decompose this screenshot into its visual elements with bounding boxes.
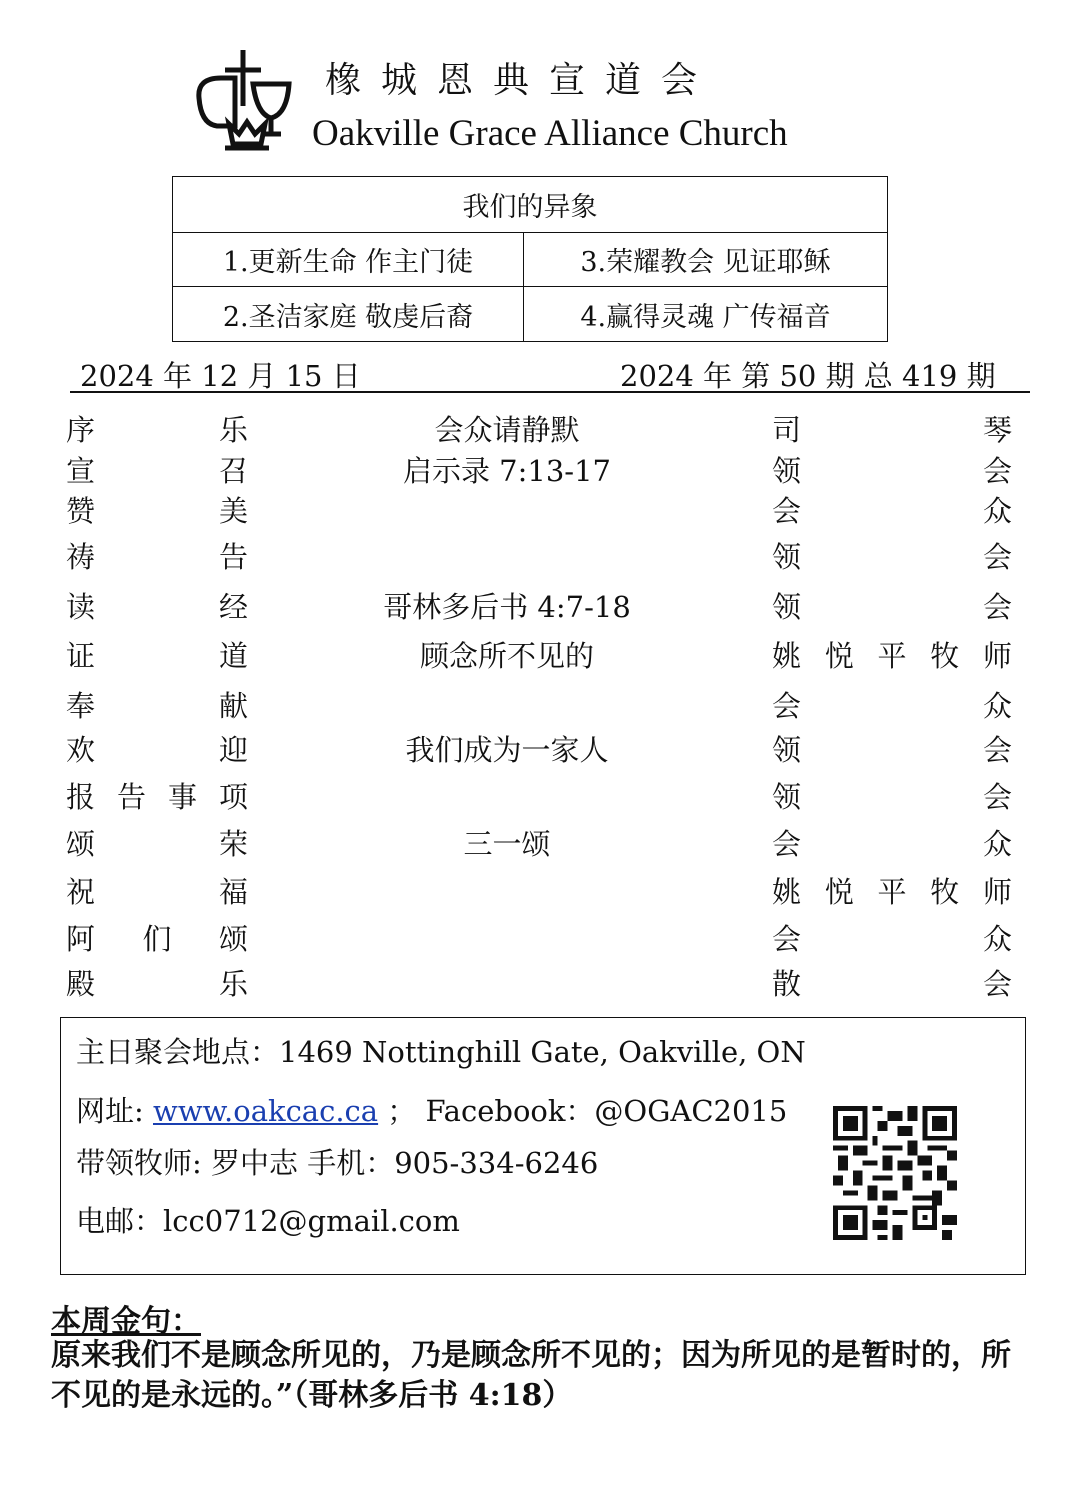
order-item-name-char: 阿 bbox=[66, 922, 96, 956]
order-item-name-char: 乐 bbox=[218, 413, 248, 447]
divider bbox=[70, 391, 1030, 393]
order-item-name-char: 证 bbox=[66, 639, 96, 673]
website-line bbox=[76, 1089, 787, 1130]
order-item-leader bbox=[772, 449, 1012, 490]
bulletin-issue: 2024 年 第 50 期 总 419 期 bbox=[620, 359, 996, 393]
order-item-name bbox=[66, 728, 248, 769]
vision-item-2: 2.圣洁家庭 敬虔后裔 bbox=[173, 287, 524, 341]
order-item-leader bbox=[772, 870, 1012, 911]
order-item-leader-char: 领 bbox=[772, 540, 802, 574]
order-item-name-char: 献 bbox=[218, 689, 248, 723]
order-item-name-char: 福 bbox=[218, 875, 248, 909]
order-item-leader-char: 会 bbox=[982, 780, 1012, 814]
order-item-leader bbox=[772, 728, 1012, 769]
order-item-name-char: 经 bbox=[218, 590, 248, 624]
order-item-name-char: 迎 bbox=[218, 733, 248, 767]
church-logo bbox=[195, 48, 295, 152]
order-item-name-char: 读 bbox=[66, 590, 96, 624]
order-item-leader-char: 众 bbox=[982, 689, 1012, 723]
order-item-leader bbox=[772, 822, 1012, 863]
website-link[interactable]: www.oakcac.ca bbox=[153, 1094, 379, 1128]
order-item-leader-char: 领 bbox=[772, 780, 802, 814]
pastor-contact: 带领牧师: 罗中志 手机：905-334-6246 bbox=[76, 1146, 599, 1180]
order-item-name-char: 道 bbox=[218, 639, 248, 673]
order-item-leader-char: 众 bbox=[982, 494, 1012, 528]
vision-heading: 我们的异象 bbox=[173, 177, 887, 233]
order-item-leader-char: 悦 bbox=[824, 875, 854, 909]
order-item-content: 顾念所不见的 bbox=[419, 639, 594, 673]
order-item-leader-char: 会 bbox=[772, 689, 802, 723]
order-item-name-char: 告 bbox=[218, 540, 248, 574]
order-item-content: 会众请静默 bbox=[434, 413, 580, 447]
order-item-name bbox=[66, 449, 248, 490]
order-item-leader-char: 会 bbox=[772, 827, 802, 861]
order-item-leader-char: 师 bbox=[982, 875, 1012, 909]
order-item-leader-char: 平 bbox=[877, 639, 907, 673]
order-item-name-char: 祷 bbox=[66, 540, 96, 574]
order-item-leader-char: 众 bbox=[982, 922, 1012, 956]
order-item-leader-char: 会 bbox=[772, 922, 802, 956]
facebook-handle: ； Facebook：@OGAC2015 bbox=[378, 1094, 788, 1128]
order-item-leader-char: 师 bbox=[982, 639, 1012, 673]
order-item-leader-char: 会 bbox=[982, 967, 1012, 1001]
order-item-leader-char: 会 bbox=[982, 590, 1012, 624]
order-item-leader bbox=[772, 962, 1012, 1003]
vision-table bbox=[172, 176, 888, 342]
qr-code bbox=[832, 1106, 958, 1240]
order-item-name-char: 报 bbox=[66, 780, 96, 814]
order-item-name bbox=[66, 408, 248, 449]
order-item-leader-char: 琴 bbox=[982, 413, 1012, 447]
order-item-name-char: 美 bbox=[218, 494, 248, 528]
weekly-verse-text: 原来我们不是顾念所见的，乃是顾念所不见的；因为所见的是暂时的，所不见的是永远的。”（哥林多后书 4:18） bbox=[51, 1338, 1011, 1413]
order-item-leader-char: 会 bbox=[772, 494, 802, 528]
website-label: 网址: bbox=[76, 1094, 153, 1128]
order-item-name-char: 项 bbox=[218, 780, 248, 814]
order-item-leader bbox=[772, 684, 1012, 725]
order-item-leader bbox=[772, 489, 1012, 530]
order-item-name bbox=[66, 535, 248, 576]
order-item-leader-char: 司 bbox=[772, 413, 802, 447]
order-item-leader-char: 会 bbox=[982, 454, 1012, 488]
order-item-leader bbox=[772, 634, 1012, 675]
order-item-leader-char: 领 bbox=[772, 454, 802, 488]
order-item-leader-char: 散 bbox=[772, 967, 802, 1001]
order-item-leader bbox=[772, 775, 1012, 816]
order-item-name-char: 事 bbox=[167, 780, 197, 814]
order-item-name bbox=[66, 585, 248, 626]
order-item-name-char: 召 bbox=[218, 454, 248, 488]
order-item-name bbox=[66, 870, 248, 911]
order-item-name bbox=[66, 489, 248, 530]
order-item-leader bbox=[772, 917, 1012, 958]
order-item-content: 三一颂 bbox=[463, 827, 551, 861]
order-item-leader-char: 平 bbox=[877, 875, 907, 909]
church-name-chinese: 橡城恩典宣道会 bbox=[325, 60, 718, 101]
order-item-name-char: 荣 bbox=[218, 827, 248, 861]
meeting-location: 主日聚会地点：1469 Nottinghill Gate, Oakville, ON bbox=[76, 1035, 806, 1069]
order-item-name bbox=[66, 962, 248, 1003]
order-item-name-char: 序 bbox=[66, 413, 96, 447]
bulletin-date: 2024 年 12 月 15 日 bbox=[80, 359, 361, 393]
order-item-name-char: 祝 bbox=[66, 875, 96, 909]
order-item-name-char: 赞 bbox=[66, 494, 96, 528]
order-item-leader-char: 牧 bbox=[930, 639, 960, 673]
church-name-english: Oakville Grace Alliance Church bbox=[312, 113, 788, 154]
order-item-name-char: 奉 bbox=[66, 689, 96, 723]
vision-item-3: 3.荣耀教会 见证耶稣 bbox=[524, 233, 887, 287]
order-item-leader-char: 姚 bbox=[772, 875, 802, 909]
order-item-name-char: 颂 bbox=[218, 922, 248, 956]
order-item-content: 我们成为一家人 bbox=[405, 733, 609, 767]
vision-item-4: 4.赢得灵魂 广传福音 bbox=[580, 301, 831, 333]
order-item-name bbox=[66, 822, 248, 863]
order-item-content: 哥林多后书 4:7-18 bbox=[383, 590, 631, 624]
order-item-name bbox=[66, 634, 248, 675]
order-item-leader-char: 领 bbox=[772, 733, 802, 767]
order-item-leader-char: 众 bbox=[982, 827, 1012, 861]
order-item-name-char: 颂 bbox=[66, 827, 96, 861]
order-item-leader-char: 领 bbox=[772, 590, 802, 624]
order-item-leader-char: 姚 bbox=[772, 639, 802, 673]
order-item-leader-char: 牧 bbox=[930, 875, 960, 909]
order-item-leader-char: 悦 bbox=[824, 639, 854, 673]
email-address: 电邮：lcc0712@gmail.com bbox=[76, 1204, 460, 1238]
order-item-leader bbox=[772, 535, 1012, 576]
order-item-name-char: 欢 bbox=[66, 733, 96, 767]
order-item-name-char: 乐 bbox=[218, 967, 248, 1001]
order-item-name-char: 们 bbox=[142, 922, 172, 956]
vision-item-1: 1.更新生命 作主门徒 bbox=[173, 233, 524, 287]
order-item-content: 启示录 7:13-17 bbox=[402, 454, 612, 488]
order-item-name bbox=[66, 684, 248, 725]
order-item-name-char: 告 bbox=[116, 780, 146, 814]
order-item-leader-char: 会 bbox=[982, 733, 1012, 767]
order-item-leader bbox=[772, 408, 1012, 449]
weekly-verse-label: 本周金句： bbox=[51, 1304, 201, 1339]
order-item-name-char: 宣 bbox=[66, 454, 96, 488]
order-item-name-char: 殿 bbox=[66, 967, 96, 1001]
order-item-name bbox=[66, 917, 248, 958]
order-item-name bbox=[66, 775, 248, 816]
order-item-leader bbox=[772, 585, 1012, 626]
order-item-leader-char: 会 bbox=[982, 540, 1012, 574]
